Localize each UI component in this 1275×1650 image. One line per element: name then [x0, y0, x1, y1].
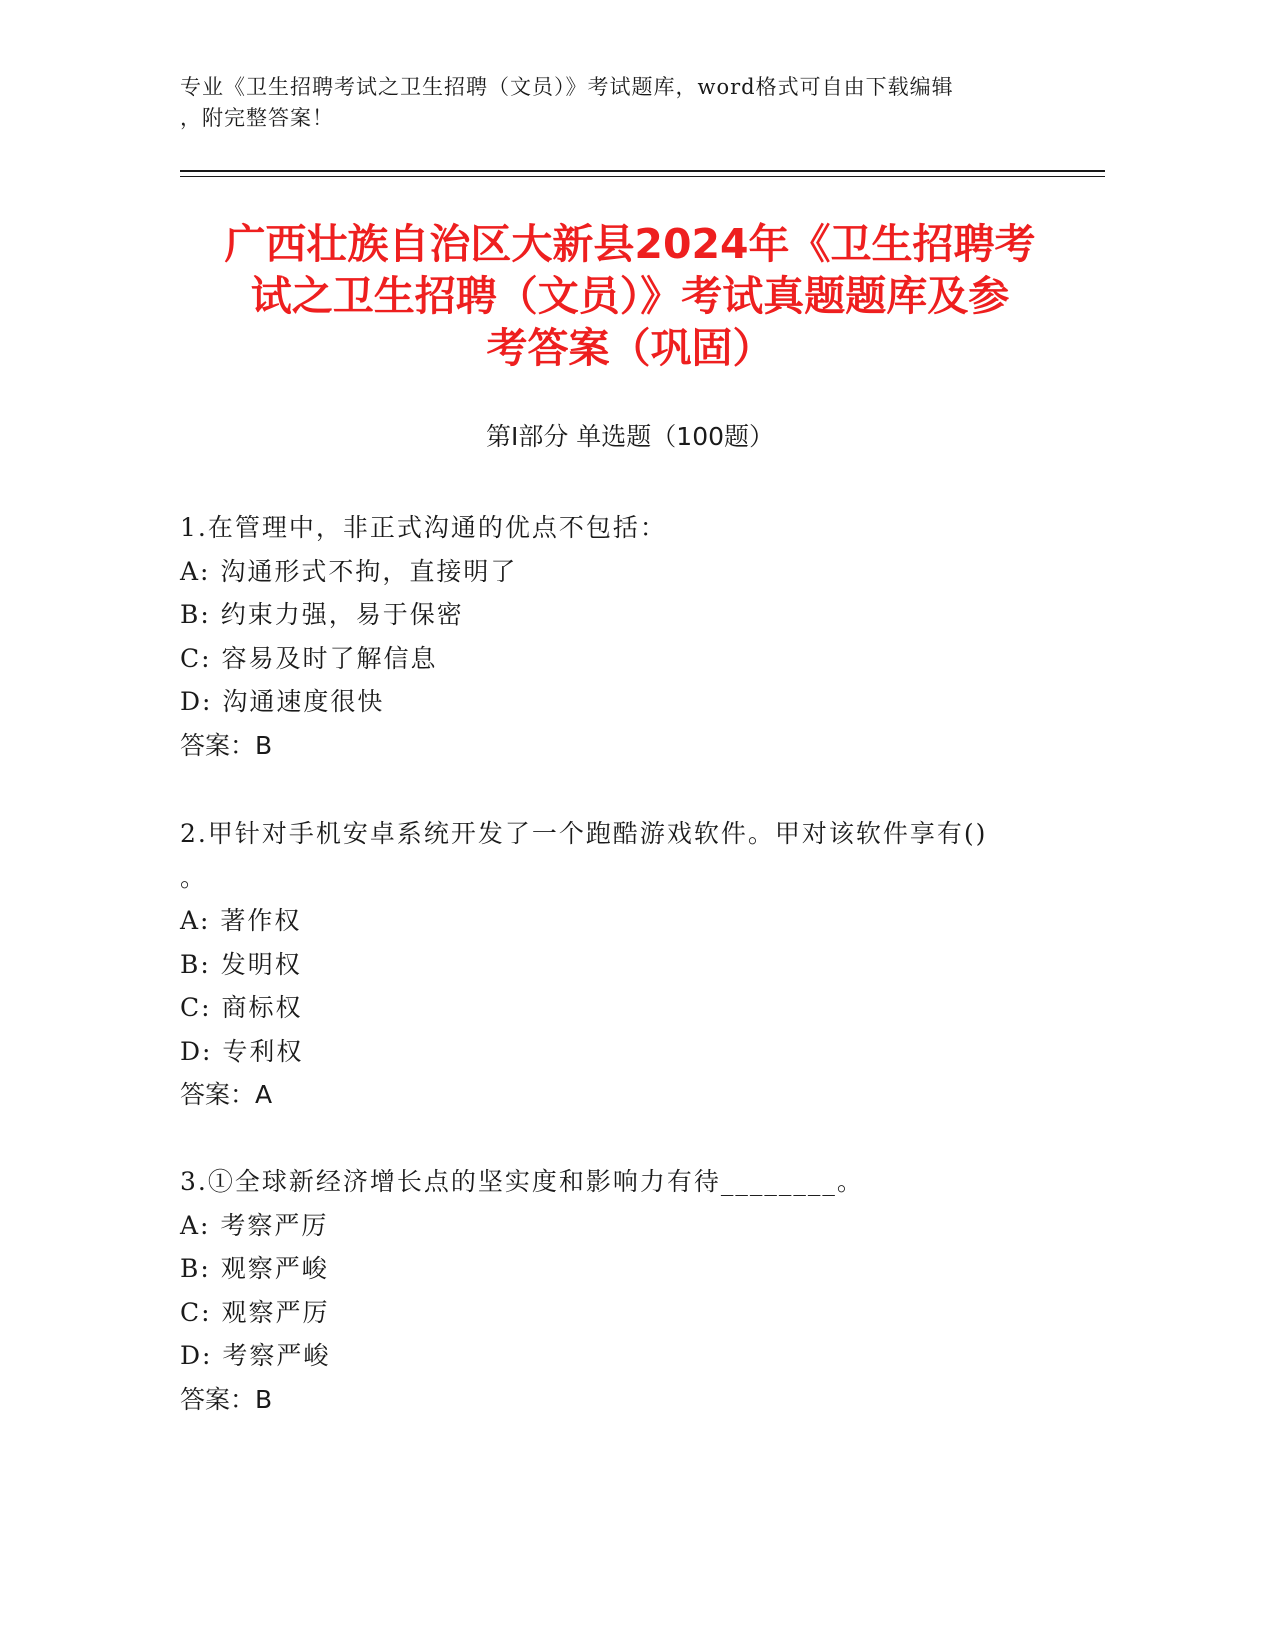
option-c: C: 容易及时了解信息 [180, 643, 438, 673]
section-heading: 第I部分 单选题（100题） [485, 422, 775, 451]
option-d: D: 专利权 [180, 1036, 304, 1066]
answer: 答案：A [180, 1080, 273, 1109]
question-2 [180, 812, 1060, 1117]
option-d: D: 沟通速度很快 [180, 687, 385, 716]
option-c: C: 观察严厉 [180, 1297, 330, 1327]
option-a: A: 著作权 [180, 906, 302, 935]
header-rule-thick [180, 170, 1105, 172]
document-title [180, 218, 1080, 374]
header-note [180, 72, 1060, 134]
option-a: A: 沟通形式不拘，直接明了 [180, 556, 518, 586]
option-c: C: 商标权 [180, 993, 303, 1022]
header-note-line-2: ，附完整答案！ [180, 106, 334, 130]
question-3 [180, 1160, 1060, 1421]
header-note-line-1: 专业《卫生招聘考试之卫生招聘（文员）》考试题库，word格式可自由下载编辑 [180, 75, 954, 99]
question-stem: 1.在管理中，非正式沟通的优点不包括： [180, 513, 667, 542]
option-b: B: 发明权 [180, 949, 302, 979]
option-a: A: 考察严厉 [180, 1210, 329, 1240]
option-d: D: 考察严峻 [180, 1341, 331, 1370]
answer: 答案：B [180, 730, 273, 760]
document-title-line-3: 考答案（巩固） [486, 324, 774, 372]
header-rule-thin [180, 176, 1105, 177]
question-stem-tail: 。 [180, 862, 208, 892]
question-1 [180, 506, 1060, 767]
document-title-line-2: 试之卫生招聘（文员）》考试真题题库及参 [250, 272, 1010, 320]
question-stem: 2.甲针对手机安卓系统开发了一个跑酷游戏软件。甲对该软件享有() [180, 819, 988, 848]
document-title-line-1: 广西壮族自治区大新县2024年《卫生招聘考 [224, 220, 1036, 268]
option-b: B: 约束力强，易于保密 [180, 600, 464, 629]
question-stem: 3.①全球新经济增长点的坚实度和影响力有待________。 [180, 1167, 864, 1196]
option-b: B: 观察严峻 [180, 1254, 329, 1283]
answer: 答案：B [180, 1384, 273, 1414]
